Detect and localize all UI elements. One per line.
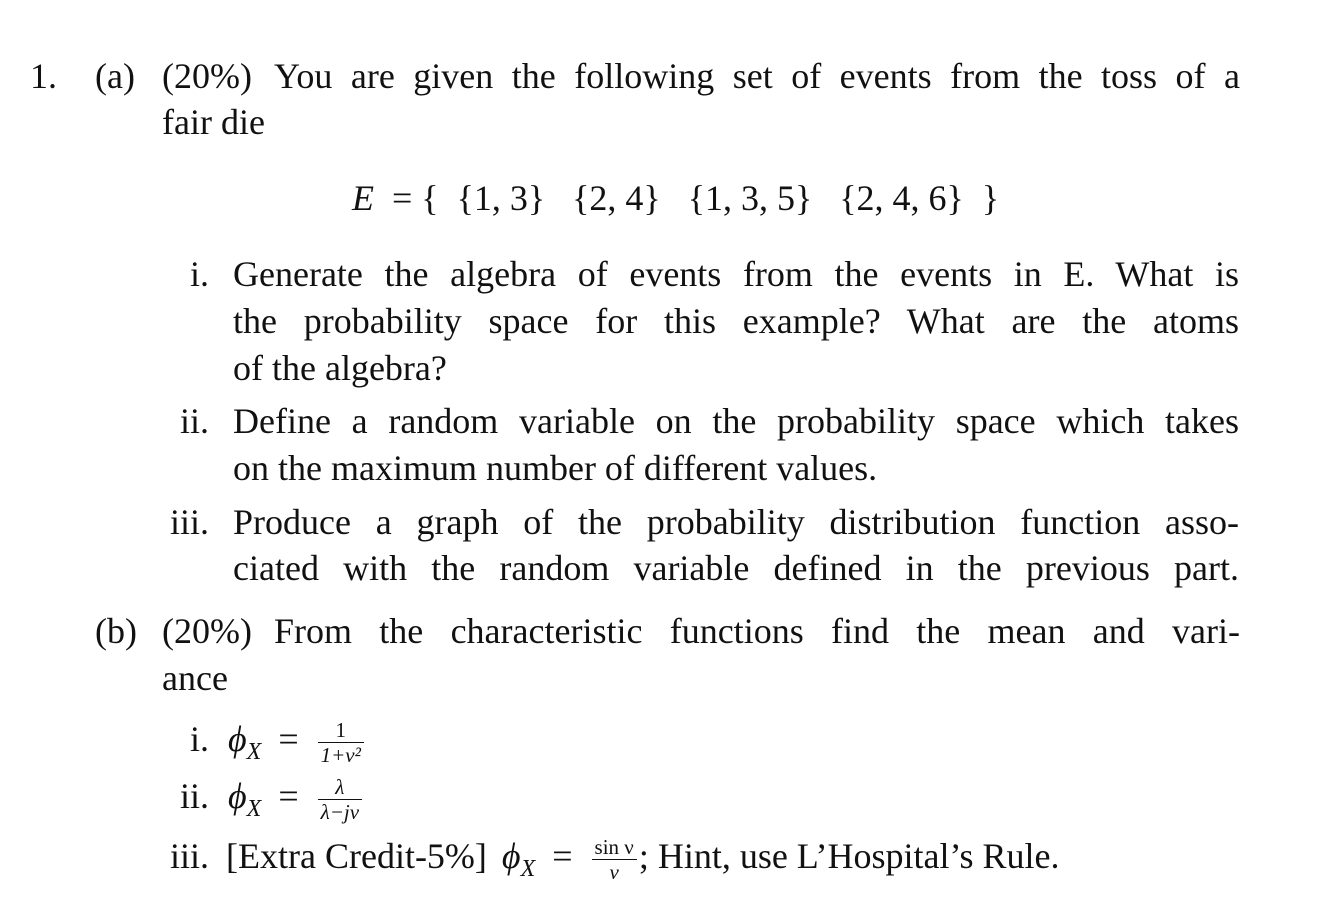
set-symbol: E: [352, 178, 374, 218]
hint-text: ; Hint, use L’Hospital’s Rule.: [638, 836, 1060, 876]
part-a-item-iii-label: iii.: [170, 502, 210, 542]
phi-subscript: X: [520, 856, 536, 882]
phi-symbol: ϕ: [501, 836, 521, 876]
part-a-item-i-line3: of the algebra?: [233, 348, 447, 388]
part-a-label: (a): [95, 56, 135, 96]
problem-number: 1.: [30, 56, 57, 96]
part-a-item-i-label: i.: [190, 254, 210, 294]
equals-sign: =: [552, 836, 573, 876]
set-equation: [352, 180, 999, 216]
fraction: [592, 836, 637, 883]
part-b-item-iii: [170, 834, 1060, 885]
part-a-item-ii-line2: on the maximum number of different values.: [233, 448, 878, 488]
part-b-item-i: [190, 717, 366, 768]
part-a-item-iii-line1: Produce a graph of the probability distribution function asso-: [233, 502, 1239, 542]
part-a-intro-line2: fair die: [162, 102, 265, 142]
fraction: [318, 776, 362, 823]
phi-subscript: X: [246, 739, 262, 765]
part-a-weight: (20%): [162, 56, 252, 96]
set-body: = { {1, 3} {2, 4} {1, 3, 5} {2, 4, 6} }: [383, 178, 1000, 218]
fraction-denominator: λ−jν: [318, 799, 362, 823]
fraction: [318, 719, 364, 766]
fraction-numerator: 1: [335, 718, 347, 743]
extra-credit-note: [Extra Credit-5%]: [226, 836, 487, 876]
equals-sign: =: [278, 776, 299, 816]
fraction-denominator: ν: [592, 859, 637, 883]
part-a-item-ii-label: ii.: [180, 401, 210, 441]
fraction-numerator: sin ν: [594, 835, 634, 860]
part-b-label: (b): [95, 611, 137, 651]
part-a-item-ii-line1: Define a random variable on the probability space which takes: [233, 401, 1239, 441]
part-b-item-iii-label: iii.: [170, 836, 210, 876]
part-b-item-ii: [180, 774, 364, 825]
part-b-intro-line2: ance: [162, 658, 228, 698]
phi-symbol: ϕ: [228, 719, 247, 759]
part-b-intro-line1: From the characteristic functions find the mean and vari-: [274, 611, 1240, 651]
part-a-item-i-line1: Generate the algebra of events from the events in E. What is: [233, 254, 1239, 294]
part-b-weight: (20%): [162, 611, 252, 651]
part-a-item-i-line2: the probability space for this example? What are the atoms: [233, 301, 1239, 341]
part-b-item-i-label: i.: [190, 719, 210, 759]
equals-sign: =: [278, 719, 299, 759]
phi-symbol: ϕ: [228, 776, 247, 816]
part-a-intro-line1: You are given the following set of events from the toss of a: [274, 56, 1240, 96]
part-b-item-ii-label: ii.: [180, 776, 210, 816]
fraction-numerator: λ: [335, 775, 345, 800]
part-a-item-iii-line2: ciated with the random variable defined in the previous part.: [233, 548, 1239, 588]
fraction-denominator: 1+ν²: [318, 742, 364, 766]
phi-subscript: X: [246, 796, 262, 822]
